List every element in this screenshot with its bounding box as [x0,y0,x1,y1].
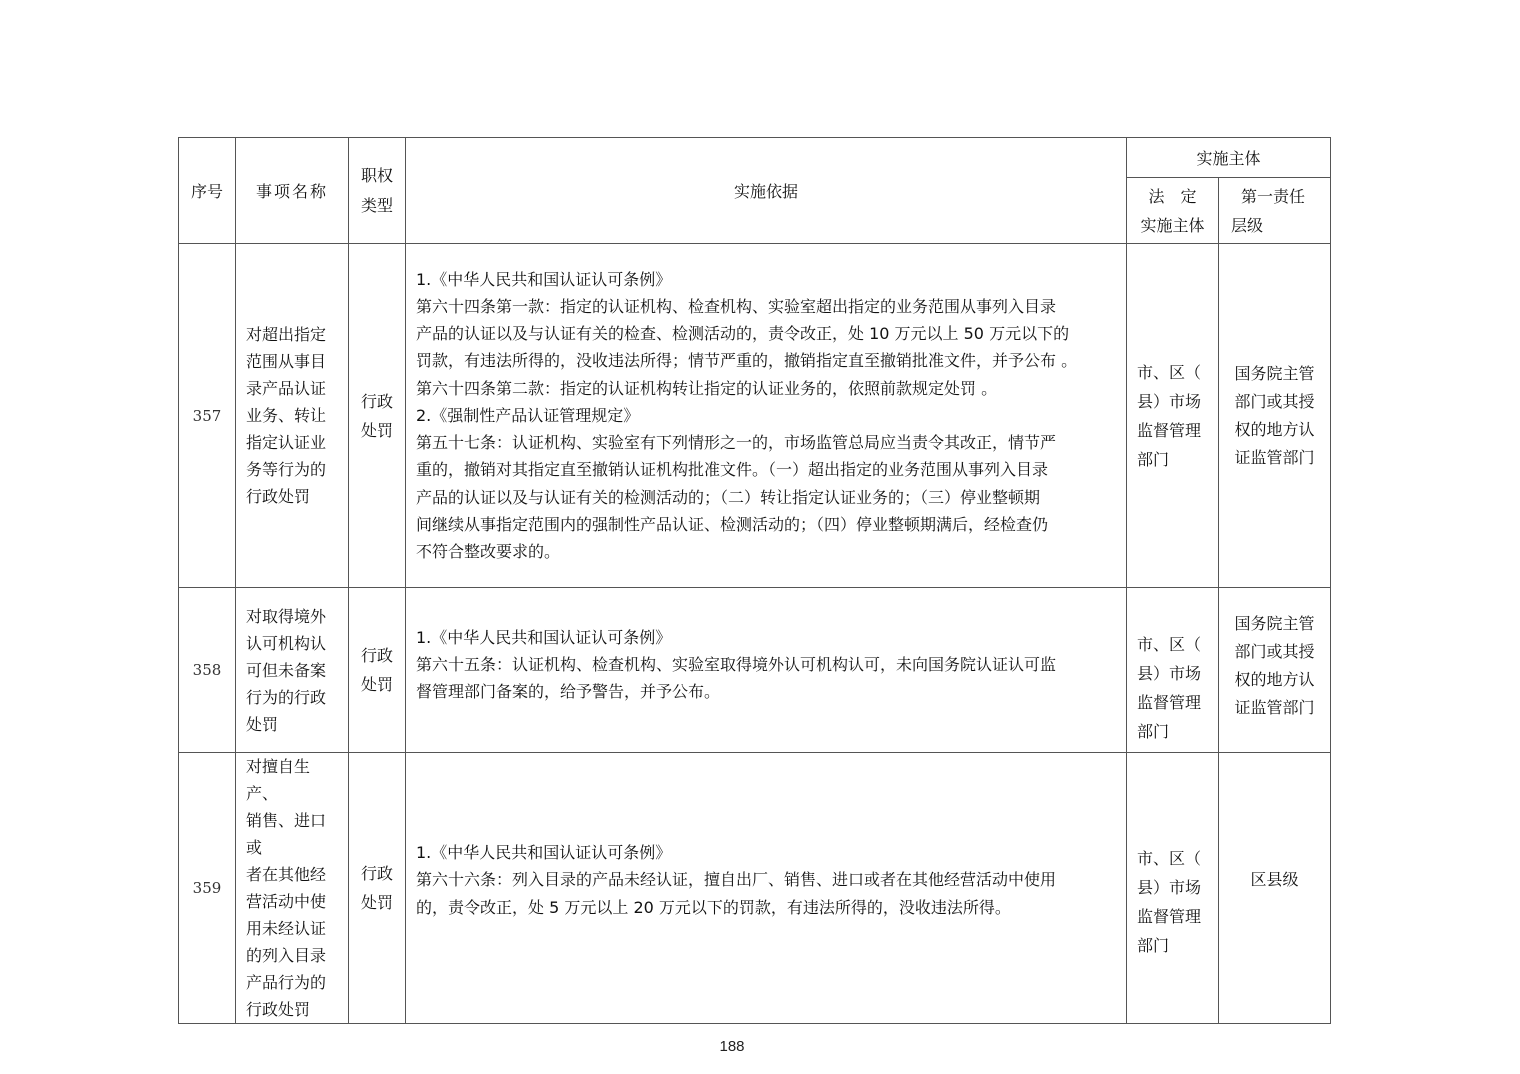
row-basis [406,588,1127,753]
basis-line: 产品的认证以及与认证有关的检测活动的；（二）转让指定认证业务的；（三）停业整顿期 [416,487,1041,507]
level-line: 区县级 [1250,870,1299,889]
row-seq: 357 [179,244,236,588]
header-seq: 序号 [179,138,236,244]
basis-line: 1.《中华人民共和国认证认可条例》 [416,628,672,647]
header-type-line1: 职权 [360,165,393,185]
table-header [179,138,1331,244]
level-line: 权的地方认 [1234,419,1315,439]
header-legal-line2: 实施主体 [1140,215,1205,235]
subject-line: 部门 [1137,722,1170,741]
row-basis [406,244,1127,588]
row-type-line: 处罚 [360,893,393,912]
basis-line: 1.《中华人民共和国认证认可条例》 [416,269,672,289]
header-legal-subject [1127,178,1219,244]
level-line: 证监管部门 [1234,698,1315,717]
header-subject-group: 实施主体 [1127,138,1331,178]
row-name-line: 务等行为的 [246,460,327,479]
subject-line: 市、区（ [1137,362,1202,382]
row-seq: 358 [179,588,236,753]
row-name-line: 对超出指定 [246,325,327,344]
row-type [349,753,406,1024]
header-type [349,138,406,244]
subject-line: 县）市场 [1137,664,1202,683]
header-legal-line1: 法 定 [1148,186,1197,206]
header-resp-line1: 第一责任 [1241,186,1306,206]
table-row [179,588,1331,753]
header-type-line2: 类型 [360,195,393,215]
enforcement-table [178,137,1331,1024]
row-name [236,588,349,753]
row-basis [406,753,1127,1024]
subject-line: 监督管理 [1137,420,1202,440]
header-responsibility-level [1219,178,1331,244]
row-name-line: 录产品认证 [246,379,327,398]
row-type [349,588,406,753]
row-name [236,753,349,1024]
row-name-line: 行政处罚 [246,1000,311,1019]
basis-line: 不符合整改要求的。 [416,541,561,561]
row-name-line: 对取得境外 [246,606,327,626]
row-name-line: 可但未备案 [246,660,327,680]
row-name-line: 用未经认证 [246,919,327,938]
row-name-line: 者在其他经 [246,865,327,884]
row-type-line: 行政 [360,864,393,883]
basis-line: 第六十六条：列入目录的产品未经认证，擅自出厂、销售、进口或者在其他经营活动中使用 [416,870,1057,890]
level-line: 证监管部门 [1234,447,1315,467]
subject-line: 部门 [1137,936,1170,955]
header-resp-line2: 层级 [1231,215,1264,235]
row-responsibility-level [1219,244,1331,588]
subject-line: 监督管理 [1137,693,1202,712]
subject-line: 市、区（ [1137,635,1202,654]
row-name-line: 的列入目录 [246,946,327,965]
subject-line: 县）市场 [1137,878,1202,897]
row-type-line: 处罚 [360,675,393,694]
basis-line: 间继续从事指定范围内的强制性产品认证、检测活动的；（四）停业整顿期满后，经检查仍 [416,514,1049,534]
basis-line: 第五十七条：认证机构、实验室有下列情形之一的，市场监管总局应当责令其改正，情节严 [416,433,1057,453]
row-name-line: 处罚 [246,714,279,734]
basis-line: 产品的认证以及与认证有关的检查、检测活动的，责令改正，处 10 万元以上 50 万元以下的 [416,324,1070,344]
subject-line: 县）市场 [1137,391,1202,411]
basis-line: 第六十五条：认证机构、检查机构、实验室取得境外认可机构认可，未向国务院认证认可监 [416,655,1057,675]
row-name-line: 营活动中使 [246,892,327,911]
row-legal-subject [1127,753,1219,1024]
page-number: 188 [719,1038,745,1055]
table-row [179,244,1331,588]
basis-line: 第六十四条第二款：指定的认证机构转让指定的认证业务的，依照前款规定处罚 。 [416,378,998,398]
row-type-line: 行政 [360,646,393,665]
level-line: 部门或其授 [1234,391,1315,411]
subject-line: 部门 [1137,449,1170,469]
row-name-line: 行为的行政 [246,687,327,707]
row-name-line: 行政处罚 [246,487,311,506]
basis-line: 督管理部门备案的，给予警告，并予公布。 [416,682,721,702]
row-type-line: 行政 [360,391,393,411]
row-name-line: 指定认证业 [246,433,327,452]
row-legal-subject [1127,244,1219,588]
level-line: 国务院主管 [1234,363,1315,383]
level-line: 部门或其授 [1234,642,1315,661]
level-line: 权的地方认 [1234,670,1315,689]
row-name [236,244,349,588]
row-name-line: 产品行为的 [246,973,327,992]
row-responsibility-level [1219,753,1331,1024]
row-name-line: 对擅自生产、 [246,757,311,803]
row-name-line: 范围从事目 [246,352,327,371]
basis-line: 2.《强制性产品认证管理规定》 [416,405,640,425]
row-type [349,244,406,588]
row-name-line: 销售、进口或 [246,811,327,857]
row-responsibility-level [1219,588,1331,753]
row-type-line: 处罚 [360,420,393,440]
row-legal-subject [1127,588,1219,753]
basis-line: 第六十四条第一款：指定的认证机构、检查机构、实验室超出指定的业务范围从事列入目录 [416,297,1057,317]
header-name [236,138,349,244]
subject-line: 市、区（ [1137,849,1202,868]
row-name-line: 认可机构认 [246,633,327,653]
basis-line: 的，责令改正，处 5 万元以上 20 万元以下的罚款，有违法所得的，没收违法所得。 [416,897,1011,917]
basis-line: 重的，撤销对其指定直至撤销认证机构批准文件。（一）超出指定的业务范围从事列入目录 [416,460,1049,480]
basis-line: 1.《中华人民共和国认证认可条例》 [416,843,672,863]
row-seq: 359 [179,753,236,1024]
table-row [179,753,1331,1024]
row-name-line: 业务、转让 [246,406,327,425]
header-name-text: 事项名称 [255,182,328,201]
level-line: 国务院主管 [1234,614,1315,633]
basis-line: 罚款，有违法所得的，没收违法所得；情节严重的，撤销指定直至撤销批准文件，并予公布 。 [416,351,1078,371]
header-basis: 实施依据 [406,138,1127,244]
subject-line: 监督管理 [1137,907,1202,926]
